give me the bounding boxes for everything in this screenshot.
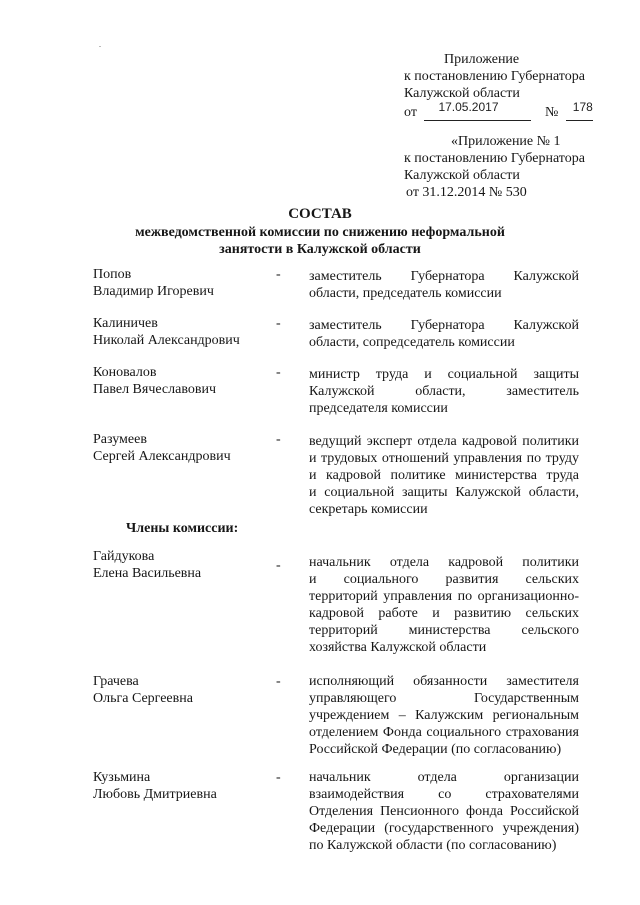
member-role (309, 433, 579, 518)
role-line: территорий министерства сельского (309, 623, 579, 638)
member-name (93, 431, 231, 465)
original-appendix-block (404, 133, 585, 201)
number-prefix: № (544, 105, 559, 120)
member-role (309, 769, 579, 854)
member-role (309, 673, 579, 758)
appendix-block (404, 51, 593, 121)
dash-separator: - (276, 267, 281, 282)
member-given-names: Владимир Игоревич (93, 284, 214, 299)
dash-separator: - (276, 316, 281, 331)
role-line: Отделения Пенсионного фонда Российской (309, 804, 579, 819)
member-name (93, 266, 214, 300)
role-line: заместитель Губернатора Калужской (309, 318, 579, 333)
role-line: учреждением – Калужским региональным (309, 708, 579, 723)
member-name (93, 548, 201, 582)
role-line: кадровой работе и развитию сельских (309, 606, 579, 621)
role-line: и социального развития сельских (309, 572, 579, 587)
dash-separator: - (276, 674, 281, 689)
member-given-names: Ольга Сергеевна (93, 691, 193, 706)
appendix-decree-ref: к постановлению Губернатора (404, 69, 585, 84)
members-section-header: Члены комиссии: (126, 521, 239, 536)
appendix-date-line (404, 100, 593, 121)
dash-separator: - (276, 558, 281, 573)
dash-separator: - (276, 770, 281, 785)
member-role (309, 317, 579, 351)
role-line: начальник отдела кадровой политики (309, 555, 579, 570)
role-line: взаимодействия со страхователями (309, 787, 579, 802)
role-line: Федерации (государственного учреждения) (309, 821, 579, 836)
member-given-names: Сергей Александрович (93, 449, 231, 464)
role-line: начальник отдела организации (309, 770, 579, 785)
scan-speck (99, 46, 101, 47)
member-surname: Кузьмина (93, 770, 151, 785)
role-line: секретарь комиссии (309, 502, 428, 517)
role-line: территорий управления по организационно- (309, 589, 579, 604)
member-surname: Калиничев (93, 316, 158, 331)
original-appendix-title: «Приложение № 1 (451, 134, 561, 149)
role-line: и социальной защиты Калужской области, (309, 485, 579, 500)
role-line: хозяйства Калужской области (309, 640, 487, 655)
appendix-title: Приложение (444, 52, 520, 67)
date-field (424, 100, 531, 121)
role-line: ведущий эксперт отдела кадровой политики (309, 434, 579, 449)
number-field (566, 100, 593, 121)
role-line: управляющего Государственным (309, 691, 579, 706)
original-appendix-date: от 31.12.2014 № 530 (406, 185, 527, 200)
role-line: исполняющий обязанности заместителя (309, 674, 579, 689)
role-line: и кадровой политике министерства труда (309, 468, 579, 483)
member-role (309, 366, 579, 417)
role-line: по Калужской области (по согласованию) (309, 838, 557, 853)
member-surname: Разумеев (93, 432, 147, 447)
date-prefix: от (404, 105, 417, 120)
role-line: области, сопредседатель комиссии (309, 335, 515, 350)
date-value: 17.05.2017 (438, 100, 499, 114)
original-appendix-decree-ref: к постановлению Губернатора (404, 151, 585, 166)
number-value: 178 (572, 100, 593, 114)
member-given-names: Павел Вячеславович (93, 382, 217, 397)
role-line: заместитель Губернатора Калужской (309, 269, 579, 284)
member-role (309, 554, 579, 656)
member-name (93, 673, 193, 707)
role-line: Калужской области, заместитель (309, 384, 579, 399)
role-line: председателя комиссии (309, 401, 448, 416)
member-given-names: Николай Александрович (93, 333, 240, 348)
member-given-names: Елена Васильевна (93, 566, 202, 581)
document-title (0, 206, 640, 258)
member-given-names: Любовь Дмитриевна (93, 787, 217, 802)
dash-separator: - (276, 365, 281, 380)
member-surname: Гайдукова (93, 549, 155, 564)
original-appendix-region: Калужской области (404, 168, 520, 183)
title-line-1: межведомственной комиссии по снижению неформальной (135, 225, 505, 240)
member-role (309, 268, 579, 302)
dash-separator: - (276, 432, 281, 447)
role-line: отделением Фонда социального страхования (309, 725, 579, 740)
member-surname: Коновалов (93, 365, 157, 380)
member-surname: Грачева (93, 674, 139, 689)
member-name (93, 315, 240, 349)
appendix-region: Калужской области (404, 86, 520, 101)
member-name (93, 769, 217, 803)
role-line: и трудовых отношений управления по труду (309, 451, 579, 466)
title-line-2: занятости в Калужской области (219, 242, 421, 257)
role-line: области, председатель комиссии (309, 286, 502, 301)
title-heading: СОСТАВ (288, 206, 352, 222)
role-line: министр труда и социальной защиты (309, 367, 579, 382)
role-line: Российской Федерации (по согласованию) (309, 742, 562, 757)
member-name (93, 364, 216, 398)
member-surname: Попов (93, 267, 132, 282)
